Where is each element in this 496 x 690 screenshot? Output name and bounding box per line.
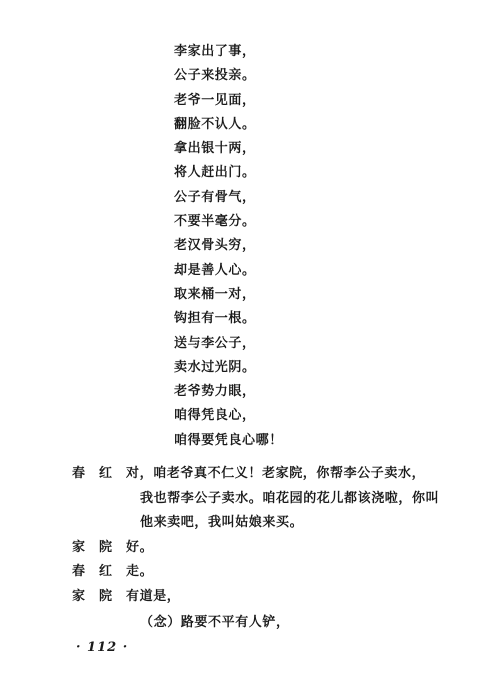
- lyric-line: 翻脸不认人。: [174, 116, 256, 132]
- speech-text: [126, 585, 496, 610]
- lyric-line: 李家出了事，: [174, 44, 256, 59]
- lyric-line: 拿出银十两，: [174, 141, 256, 157]
- recitation-line: （念）路要不平有人铲，: [140, 615, 290, 630]
- speech-text: [126, 462, 496, 536]
- speech-block: [0, 560, 496, 585]
- speech-text: [126, 560, 496, 585]
- lyric-line: 将人赶出门。: [174, 165, 256, 181]
- speech-block: [0, 536, 496, 561]
- lyric-line: 咱得凭良心，: [174, 408, 256, 424]
- lyric-line: 却是善人心。: [174, 262, 256, 278]
- speech-line: 好。: [126, 539, 154, 555]
- speech-block: [0, 462, 496, 536]
- speaker-name: 家院: [72, 539, 127, 555]
- lyric-line: 公子来投亲。: [174, 68, 256, 84]
- speech-line: 走。: [126, 564, 154, 579]
- page-number: · 112 ·: [76, 640, 129, 655]
- lyric-line: 送与李公子，: [174, 335, 256, 351]
- lyric-line: 钩担有一根。: [174, 311, 256, 327]
- lyric-line: 卖水过光阴。: [174, 359, 256, 375]
- lyric-line: 不要半毫分。: [174, 214, 256, 230]
- speech-line: 对，咱老爷真不仁义！老家院，你帮李公子卖水，: [126, 466, 426, 481]
- speech-line: 有道是，: [126, 588, 181, 604]
- lyric-line: 咱得要凭良心哪！: [174, 432, 283, 448]
- speech-text: [126, 536, 496, 561]
- lyric-line: 老汉骨头穷，: [174, 238, 256, 254]
- lyric-line: 取来桶一对，: [174, 286, 256, 302]
- lyric-line: 公子有骨气，: [174, 189, 256, 205]
- song-lyrics: [174, 40, 283, 453]
- speaker-name: 春红: [72, 564, 127, 579]
- speech-block: [0, 585, 496, 610]
- speaker-name: 春红: [72, 466, 127, 481]
- lyric-line: 老爷一见面，: [174, 92, 256, 108]
- speech-line: 他来卖吧，我叫姑娘来买。: [140, 515, 304, 530]
- dialogue-section: [0, 462, 496, 637]
- speech-line: 我也帮李公子卖水。咱花园的花儿都该浇啦，你叫: [140, 490, 440, 506]
- lyric-line: 老爷势力眼，: [174, 384, 256, 400]
- speaker-name: 家院: [72, 588, 127, 604]
